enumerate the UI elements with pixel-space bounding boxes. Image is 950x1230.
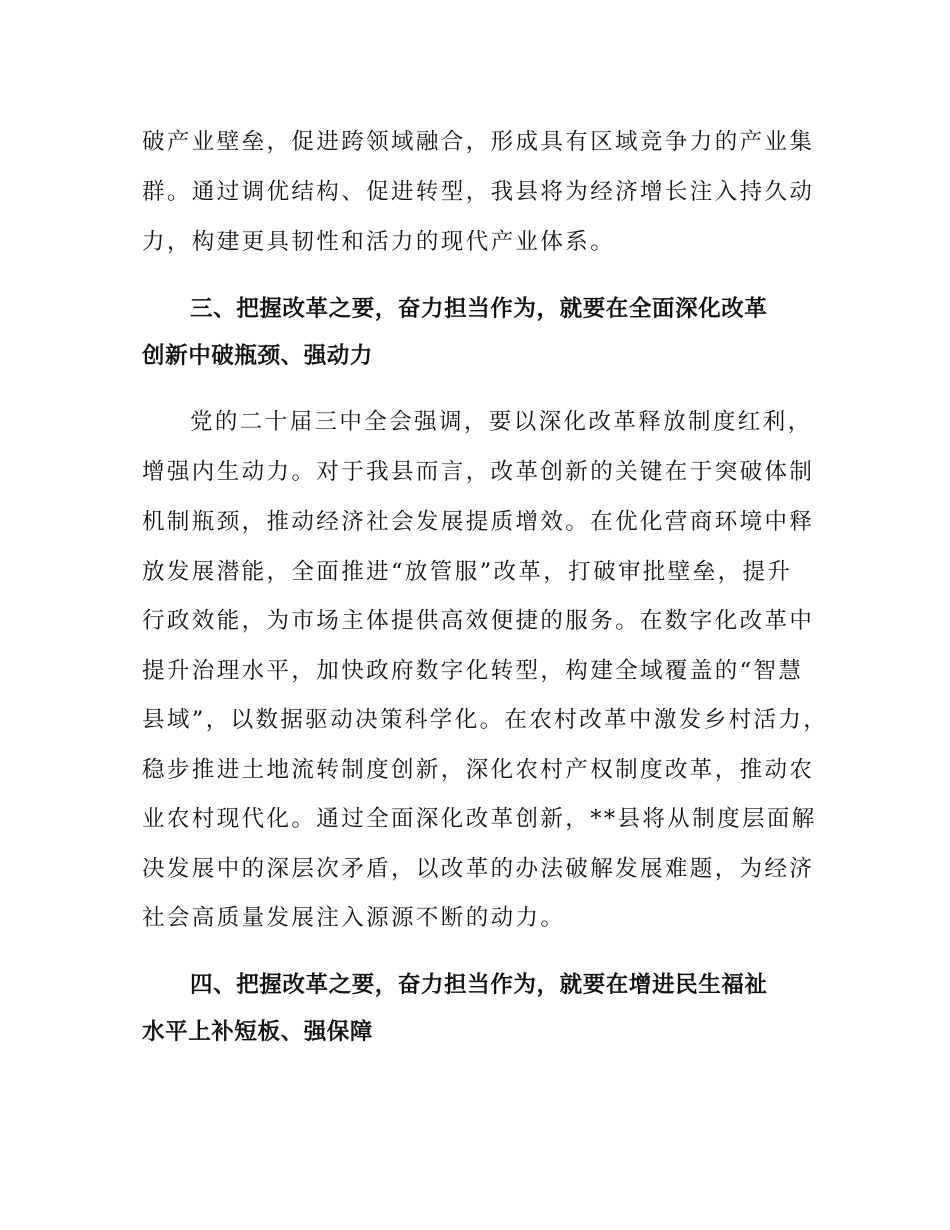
paragraph-line: 增强内生动力。对于我县而言，改革创新的关键在于突破体制 [142, 459, 815, 485]
paragraph-line: 党的二十届三中全会强调，要以深化改革释放制度红利， [190, 409, 813, 435]
paragraph-line: 放发展潜能，全面推进“放管服”改革，打破审批壁垒，提升 [142, 559, 793, 585]
paragraph-line: 社会高质量发展注入源源不断的动力。 [142, 905, 566, 931]
paragraph-line: 破产业壁垒，促进跨领域融合，形成具有区域竞争力的产业集 [142, 129, 815, 155]
section-heading: 四、把握改革之要，奋力担当作为，就要在增进民生福祉 [190, 972, 768, 998]
paragraph-line: 业农村现代化。通过全面深化改革创新，**县将从制度层面解 [142, 806, 817, 832]
paragraph-line: 提升治理水平，加快政府数字化转型，构建全域覆盖的“智慧 [142, 658, 804, 684]
paragraph-line: 机制瓶颈，推动经济社会发展提质增效。在优化营商环境中释 [142, 509, 815, 535]
section-heading: 水平上补短板、强保障 [142, 1019, 374, 1045]
section-heading: 创新中破瓶颈、强动力 [142, 343, 374, 369]
paragraph-line: 稳步推进土地流转制度创新，深化农村产权制度改革，推动农 [142, 757, 815, 783]
paragraph-line: 县域”，以数据驱动决策科学化。在农村改革中激发乡村活力， [142, 707, 829, 733]
paragraph-line: 力，构建更具韧性和活力的现代产业体系。 [142, 229, 616, 255]
paragraph-line: 决发展中的深层次矛盾，以改革的办法破解发展难题，为经济 [142, 856, 815, 882]
paragraph-line: 行政效能，为市场主体提供高效便捷的服务。在数字化改革中 [142, 608, 815, 634]
section-heading: 三、把握改革之要，奋力担当作为，就要在全面深化改革 [190, 296, 768, 322]
paragraph-line: 群。通过调优结构、促进转型，我县将为经济增长注入持久动 [142, 179, 815, 205]
